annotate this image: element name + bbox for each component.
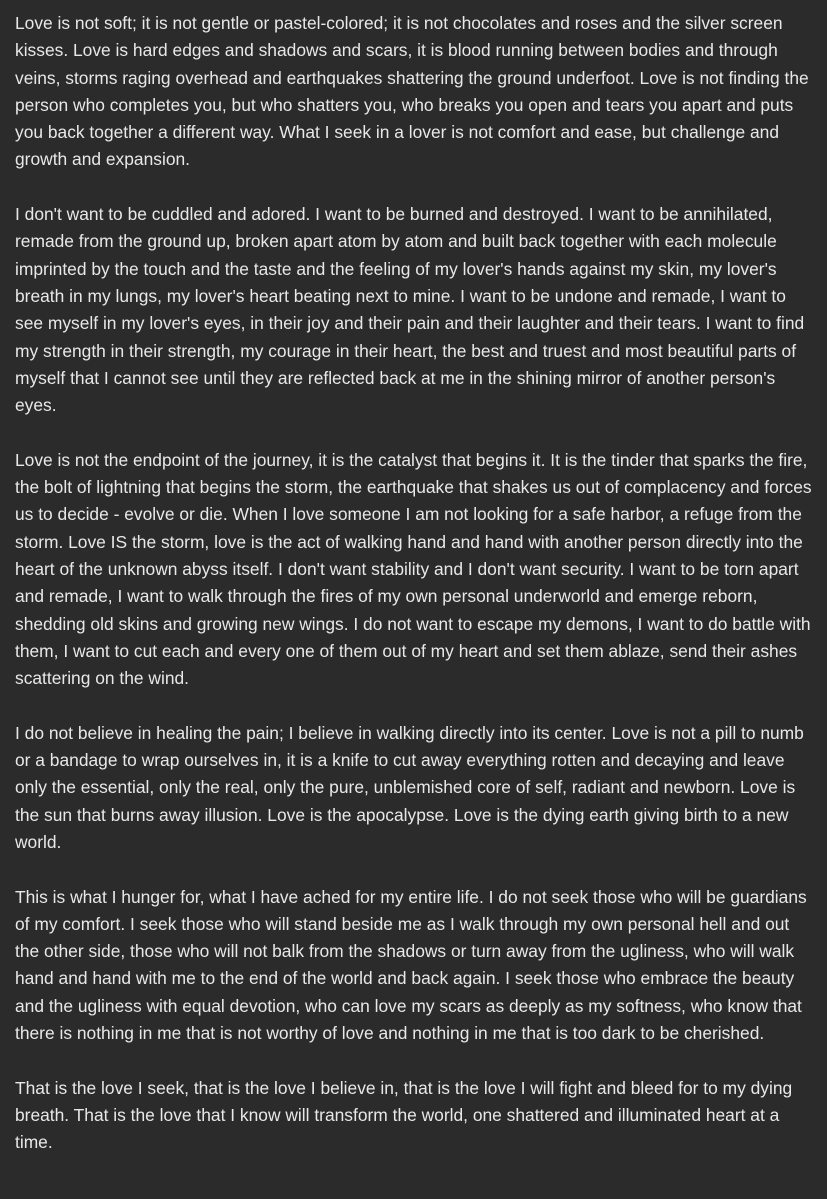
paragraph-4: I do not believe in healing the pain; I believe in walking directly into its center. Love is not a pill to numb or a bandage to wrap ourselves in, it is a knife to cut away everything rotten and decaying and leave only the essential, only the real, only the pure, unblemished core of self, radiant and newborn. Love is the sun that burns away illusion. Love is the apocalypse. Love is the dying earth giving birth to a new world. — [15, 722, 804, 852]
paragraph-2: I don't want to be cuddled and adored. I want to be burned and destroyed. I want to be annihilated, remade from the ground up, broken apart atom by atom and built back together with each molecule imprinted by the touch and the taste and the feeling of my lover's hands against my skin, my lover's breath in my lungs, my lover's heart beating next to mine. I want to be undone and remade, I want to see myself in my lover's eyes, in their joy and their pain and their laughter and their tears. I want to find my strength in their strength, my courage in their heart, the best and truest and most beautiful parts of myself that I cannot see until they are reflected back at me in the shining mirror of another person's eyes. — [15, 204, 805, 416]
paragraph-5: This is what I hunger for, what I have ached for my entire life. I do not seek those who will be guardians of my comfort. I seek those who will stand beside me as I walk through my own personal hell and out the other side, those who will not balk from the shadows or turn away from the ugliness, who will walk hand and hand with me to the end of the world and back again. I seek those who embrace the beauty and the ugliness with equal devotion, who can love my scars as deeply as my softness, who know that there is nothing in me that is not worthy of love and nothing in me that is too dark to be cherished. — [15, 886, 807, 1043]
paragraph-3: Love is not the endpoint of the journey, it is the catalyst that begins it. It is the tinder that sparks the fire, the bolt of lightning that begins the storm, the earthquake that shakes us out of complacency and forces us to decide - evolve or die. When I love someone I am not looking for a safe harbor, a refuge from the storm. Love IS the storm, love is the act of walking hand and hand with another person directly into the heart of the unknown abyss itself. I don't want stability and I don't want security. I want to be torn apart and remade, I want to walk through the fires of my own personal underworld and emerge reborn, shedding old skins and growing new wings. I do not want to escape my demons, I want to do battle with them, I want to cut each and every one of them out of my heart and set them ablaze, send their ashes scattering on the wind. — [15, 449, 812, 689]
paragraph-1: Love is not soft; it is not gentle or pastel-colored; it is not chocolates and roses and the silver screen kisses. Love is hard edges and shadows and scars, it is blood running between bodies and through veins, storms raging overhead and earthquakes shattering the ground underfoot. Love is not finding the person who completes you, but who shatters you, who breaks you open and tears you apart and puts you back together a different way. What I seek in a lover is not comfort and ease, but challenge and growth and expansion. — [15, 13, 809, 170]
paragraph-6: That is the love I seek, that is the love I believe in, that is the love I will fight and bleed for to my dying breath. That is the love that I know will transform the world, one shattered and illuminated heart at a time. — [15, 1077, 793, 1153]
